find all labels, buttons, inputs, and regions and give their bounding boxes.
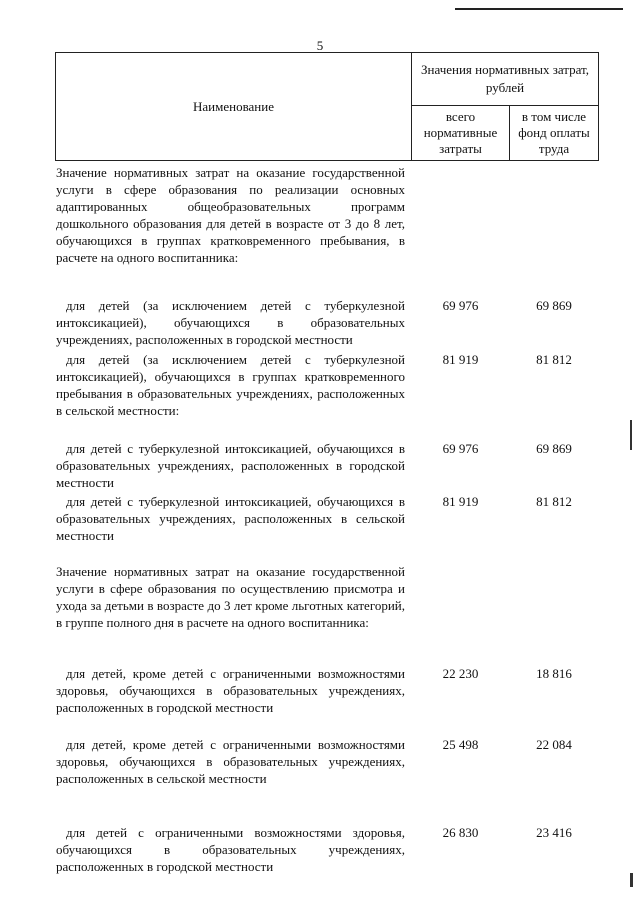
row-fund-value: 69 869 <box>536 298 572 313</box>
row-fund-value: 18 816 <box>536 666 572 681</box>
row-total-value: 81 919 <box>442 494 479 509</box>
row-fund-value: 22 084 <box>536 737 572 752</box>
row-fund-value: 69 869 <box>536 441 572 456</box>
header-name: Наименование <box>55 52 412 161</box>
row-fund-value: 81 812 <box>536 494 572 509</box>
row-total-value: 69 976 <box>442 441 479 456</box>
row-fund-value: 81 812 <box>536 352 572 367</box>
row-fund-value: 23 416 <box>536 825 572 840</box>
row-description: для детей с туберкулезной интоксикацией, обучающихся в образовательных учреждениях, расположенных в городской местности <box>56 441 405 490</box>
row-description: для детей (за исключением детей с туберкулезной интоксикацией), обучающихся в группах кратковременного пребывания в образовательных учреждениях, расположенных в сельской местности: <box>56 352 405 418</box>
scan-edge-mark <box>630 873 633 887</box>
row-description: для детей (за исключением детей с туберкулезной интоксикацией), обучающихся в образовательных учреждениях, расположенных в городской местности <box>56 298 405 347</box>
row-total-value: 25 498 <box>442 737 479 752</box>
row-total-value: 81 919 <box>442 352 479 367</box>
row-total-value: 69 976 <box>442 298 479 313</box>
page-number: 5 <box>316 38 324 53</box>
row-description: для детей, кроме детей с ограниченными возможностями здоровья, обучающихся в образовательных учреждениях, расположенных в сельской местности <box>56 737 405 786</box>
header-total-costs: всего нормативные затраты <box>411 105 510 161</box>
row-total-value: 26 830 <box>442 825 479 840</box>
header-values-group: Значения нормативных затрат, рублей <box>411 52 599 106</box>
row-description: для детей с ограниченными возможностями здоровья, обучающихся в образовательных учреждениях, расположенных в городской местности <box>56 825 405 874</box>
row-description: для детей, кроме детей с ограниченными возможностями здоровья, обучающихся в образовательных учреждениях, расположенных в городской местности <box>56 666 405 715</box>
row-total-value: 22 230 <box>442 666 479 681</box>
scan-edge-mark <box>630 420 632 450</box>
top-rule <box>455 8 623 10</box>
row-description: для детей с туберкулезной интоксикацией, обучающихся в образовательных учреждениях, расположенных в сельской местности <box>56 494 405 543</box>
header-wage-fund: в том числе фонд оплаты труда <box>509 105 599 161</box>
section-heading: Значение нормативных затрат на оказание государственной услуги в сфере образования по реализации основных адаптированных общеобразовательных программ дошкольного образования для детей в возрасте от 3 до 8 лет, обучающихся в группах кратковременного пребывания, в расчете на одного воспитанника: <box>56 165 405 265</box>
section-heading: Значение нормативных затрат на оказание государственной услуги в сфере образования по осуществлению присмотра и ухода за детьми в возрасте до 3 лет кроме льготных категорий, в группе полного дня в расчете на одного воспитанника: <box>56 564 405 630</box>
